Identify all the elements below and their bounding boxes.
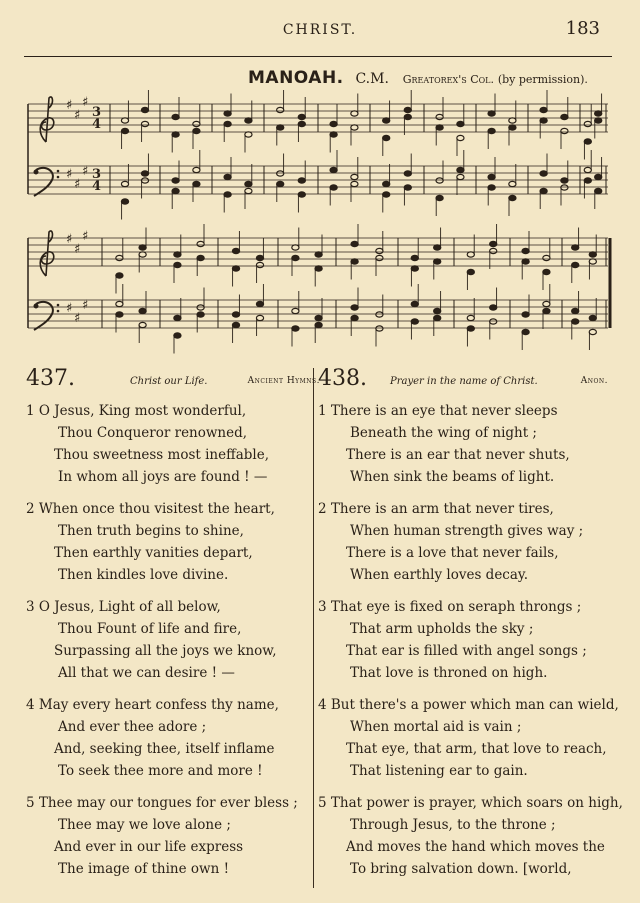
note-head bbox=[277, 181, 284, 186]
note-head bbox=[572, 245, 579, 250]
note-head bbox=[584, 139, 591, 144]
note-head bbox=[330, 167, 337, 172]
stanza-line: There is a love that never fails, bbox=[346, 545, 559, 561]
note-head bbox=[540, 171, 547, 176]
sharp-icon: ♯ bbox=[74, 108, 81, 123]
stanza-line: 4 May every heart confess thy name, bbox=[26, 697, 279, 713]
sharp-icon: ♯ bbox=[82, 298, 89, 313]
note-head bbox=[436, 178, 443, 183]
hymn-head bbox=[318, 366, 608, 394]
stanza-line: 3 That eye is fixed on seraph throngs ; bbox=[318, 599, 582, 615]
note-head bbox=[197, 241, 204, 246]
note-head bbox=[467, 252, 474, 257]
note-head bbox=[172, 114, 179, 119]
stanza bbox=[26, 498, 326, 586]
note-head bbox=[292, 326, 299, 331]
note-head bbox=[351, 241, 358, 246]
note-head bbox=[488, 174, 495, 179]
stanza-line: To seek thee more and more ! bbox=[58, 763, 263, 779]
note-head bbox=[232, 312, 239, 317]
note-head bbox=[121, 128, 128, 133]
note-head bbox=[245, 188, 252, 193]
stanza bbox=[26, 694, 326, 782]
note-head bbox=[351, 305, 358, 310]
stanza bbox=[26, 792, 326, 880]
note-head bbox=[457, 121, 464, 126]
stanza-line: 2 When once thou visitest the heart, bbox=[26, 501, 275, 517]
note-head bbox=[522, 329, 529, 334]
tune-source: Greatorex's Col. bbox=[402, 73, 494, 86]
stanza-line: And ever in our life express bbox=[54, 839, 244, 855]
note-head bbox=[457, 174, 464, 179]
note-head bbox=[121, 181, 128, 186]
note-head bbox=[434, 308, 441, 313]
note-head bbox=[351, 259, 358, 264]
note-head bbox=[490, 248, 497, 253]
hymn-number: 438. bbox=[318, 366, 367, 391]
note-head bbox=[197, 255, 204, 260]
note-head bbox=[197, 305, 204, 310]
note-head bbox=[436, 125, 443, 130]
stanza-line: In whom all joys are found ! — bbox=[58, 469, 268, 485]
note-head bbox=[139, 252, 146, 257]
note-head bbox=[256, 301, 263, 306]
note-head bbox=[315, 252, 322, 257]
note-head bbox=[488, 111, 495, 116]
stanza-line: That arm upholds the sky ; bbox=[350, 621, 534, 637]
note-head bbox=[561, 128, 568, 133]
sharp-icon: ♯ bbox=[82, 229, 89, 244]
note-head bbox=[543, 308, 550, 313]
note-head bbox=[589, 259, 596, 264]
stanza-line: And, seeking thee, itself inflame bbox=[54, 741, 275, 757]
stanza-line: 5 Thee may our tongues for ever bless ; bbox=[26, 795, 298, 811]
note-head bbox=[139, 322, 146, 327]
note-head bbox=[540, 188, 547, 193]
note-head bbox=[434, 259, 441, 264]
time-signature: 3 bbox=[92, 167, 102, 182]
note-head bbox=[141, 178, 148, 183]
stanza-line: Surpassing all the joys we know, bbox=[54, 643, 277, 659]
sharp-icon: ♯ bbox=[74, 242, 81, 257]
note-head bbox=[490, 241, 497, 246]
hymn-stanzas bbox=[26, 400, 326, 880]
note-head bbox=[540, 107, 547, 112]
note-head bbox=[509, 118, 516, 123]
note-head bbox=[404, 185, 411, 190]
tune-permission: (by permission). bbox=[497, 73, 588, 86]
hymn-title: Christ our Life. bbox=[130, 376, 208, 387]
note-head bbox=[256, 262, 263, 267]
note-head bbox=[116, 273, 123, 278]
stanza-line: The image of thine own ! bbox=[58, 861, 229, 877]
stanza bbox=[26, 596, 326, 684]
note-head bbox=[383, 192, 390, 197]
stanza-line: 4 But there's a power which man can wield, bbox=[318, 697, 619, 713]
stanza-line: There is an ear that never shuts, bbox=[346, 447, 570, 463]
note-head bbox=[572, 319, 579, 324]
stanza-line: That listening ear to gain. bbox=[350, 763, 528, 779]
note-head bbox=[256, 315, 263, 320]
stanza bbox=[26, 400, 326, 488]
note-head bbox=[121, 199, 128, 204]
note-head bbox=[543, 269, 550, 274]
note-head bbox=[457, 167, 464, 172]
note-head bbox=[172, 132, 179, 137]
note-head bbox=[193, 167, 200, 172]
note-head bbox=[404, 171, 411, 176]
note-head bbox=[488, 128, 495, 133]
hymn-stanzas bbox=[318, 400, 623, 880]
note-head bbox=[589, 252, 596, 257]
tune-heading bbox=[248, 68, 588, 88]
note-head bbox=[277, 107, 284, 112]
note-head bbox=[224, 111, 231, 116]
note-head bbox=[584, 121, 591, 126]
note-head bbox=[572, 262, 579, 267]
note-head bbox=[315, 322, 322, 327]
note-head bbox=[595, 111, 602, 116]
stanza-line: 1 There is an eye that never sleeps bbox=[318, 403, 558, 419]
time-signature: 4 bbox=[92, 117, 102, 132]
note-head bbox=[376, 255, 383, 260]
note-head bbox=[561, 178, 568, 183]
note-head bbox=[383, 118, 390, 123]
note-head bbox=[411, 301, 418, 306]
note-head bbox=[436, 195, 443, 200]
note-head bbox=[232, 322, 239, 327]
note-head bbox=[457, 135, 464, 140]
note-head bbox=[376, 326, 383, 331]
hymn-author: Ancient Hymns. bbox=[247, 376, 320, 386]
note-head bbox=[434, 315, 441, 320]
note-head bbox=[351, 174, 358, 179]
note-head bbox=[509, 125, 516, 130]
page-header-title: CHRIST. bbox=[282, 22, 358, 38]
note-head bbox=[584, 167, 591, 172]
note-head bbox=[589, 329, 596, 334]
stanza-line: Thee may we love alone ; bbox=[58, 817, 231, 833]
page-number: 183 bbox=[565, 18, 600, 39]
stanza-line: 2 There is an arm that never tires, bbox=[318, 501, 554, 517]
note-head bbox=[315, 315, 322, 320]
note-head bbox=[490, 319, 497, 324]
stanza-line: Then earthly vanities depart, bbox=[54, 545, 253, 561]
note-head bbox=[116, 312, 123, 317]
bass-clef-dot bbox=[34, 170, 39, 175]
stanza-line: When sink the beams of light. bbox=[350, 469, 555, 485]
note-head bbox=[351, 111, 358, 116]
note-head bbox=[404, 114, 411, 119]
stanza-line: And ever thee adore ; bbox=[58, 719, 207, 735]
time-signature: 3 bbox=[92, 105, 102, 120]
note-head bbox=[315, 266, 322, 271]
hymn-head bbox=[26, 366, 326, 394]
stanza-line: When earthly loves decay. bbox=[350, 567, 529, 583]
stanza bbox=[318, 596, 608, 684]
sharp-icon: ♯ bbox=[74, 311, 81, 326]
note-head bbox=[298, 121, 305, 126]
note-head bbox=[292, 255, 299, 260]
note-head bbox=[139, 245, 146, 250]
note-head bbox=[411, 319, 418, 324]
stanza-line: Beneath the wing of night ; bbox=[350, 425, 537, 441]
stanza-line: To bring salvation down. [world, bbox=[350, 861, 572, 877]
note-head bbox=[330, 132, 337, 137]
note-head bbox=[543, 301, 550, 306]
note-head bbox=[589, 315, 596, 320]
stanza-line: When human strength gives way ; bbox=[350, 523, 584, 539]
note-head bbox=[121, 118, 128, 123]
stanza-line: And moves the hand which moves the bbox=[346, 839, 605, 855]
note-head bbox=[193, 121, 200, 126]
note-head bbox=[376, 248, 383, 253]
note-head bbox=[292, 308, 299, 313]
note-head bbox=[277, 171, 284, 176]
sharp-icon: ♯ bbox=[66, 301, 73, 316]
note-head bbox=[232, 248, 239, 253]
note-head bbox=[224, 192, 231, 197]
time-signature: 4 bbox=[92, 179, 102, 194]
bass-clef-dot bbox=[57, 304, 60, 307]
bass-clef-dot bbox=[57, 176, 60, 179]
note-head bbox=[172, 178, 179, 183]
note-head bbox=[292, 245, 299, 250]
sharp-icon: ♯ bbox=[66, 98, 73, 113]
note-head bbox=[595, 174, 602, 179]
note-head bbox=[224, 174, 231, 179]
note-head bbox=[116, 255, 123, 260]
bass-clef-dot bbox=[34, 304, 39, 309]
note-head bbox=[572, 308, 579, 313]
note-head bbox=[383, 181, 390, 186]
note-head bbox=[245, 132, 252, 137]
note-head bbox=[490, 305, 497, 310]
stanza bbox=[318, 694, 619, 782]
note-head bbox=[174, 252, 181, 257]
hymn-437 bbox=[26, 366, 326, 880]
hymn-title: Prayer in the name of Christ. bbox=[390, 376, 538, 387]
note-head bbox=[197, 312, 204, 317]
note-head bbox=[232, 266, 239, 271]
note-head bbox=[509, 195, 516, 200]
sharp-icon: ♯ bbox=[66, 167, 73, 182]
stanza-line: 5 That power is prayer, which soars on high, bbox=[318, 795, 623, 811]
note-head bbox=[351, 315, 358, 320]
note-head bbox=[467, 315, 474, 320]
sharp-icon: ♯ bbox=[66, 232, 73, 247]
note-head bbox=[298, 178, 305, 183]
note-head bbox=[595, 188, 602, 193]
note-head bbox=[488, 185, 495, 190]
tune-name: MANOAH. bbox=[248, 68, 344, 88]
note-head bbox=[434, 245, 441, 250]
note-head bbox=[141, 121, 148, 126]
music-system-2 bbox=[22, 224, 614, 354]
note-head bbox=[404, 107, 411, 112]
note-head bbox=[298, 114, 305, 119]
note-head bbox=[595, 118, 602, 123]
note-head bbox=[543, 255, 550, 260]
note-head bbox=[174, 315, 181, 320]
note-head bbox=[193, 128, 200, 133]
note-head bbox=[245, 181, 252, 186]
music-system-1 bbox=[22, 90, 614, 220]
stanza-line: Then kindles love divine. bbox=[58, 567, 229, 583]
note-head bbox=[330, 121, 337, 126]
note-head bbox=[351, 125, 358, 130]
note-head bbox=[351, 181, 358, 186]
stanza bbox=[318, 792, 623, 880]
hymn-number: 437. bbox=[26, 366, 75, 391]
note-head bbox=[376, 312, 383, 317]
note-head bbox=[467, 326, 474, 331]
header-rule bbox=[24, 56, 612, 57]
stanza-line: Then truth begins to shine, bbox=[58, 523, 244, 539]
note-head bbox=[330, 185, 337, 190]
note-head bbox=[116, 301, 123, 306]
bass-clef-dot bbox=[57, 310, 60, 313]
stanza-line: That love is throned on high. bbox=[350, 665, 548, 681]
stanza-line: That eye, that arm, that love to reach, bbox=[346, 741, 607, 757]
note-head bbox=[298, 192, 305, 197]
stanza-line: 3 O Jesus, Light of all below, bbox=[26, 599, 221, 615]
note-head bbox=[509, 181, 516, 186]
note-head bbox=[436, 114, 443, 119]
stanza-line: That ear is filled with angel songs ; bbox=[346, 643, 587, 659]
note-head bbox=[411, 255, 418, 260]
note-head bbox=[277, 125, 284, 130]
hymn-438 bbox=[318, 366, 623, 880]
sharp-icon: ♯ bbox=[82, 164, 89, 179]
note-head bbox=[139, 308, 146, 313]
stanza-line: 1 O Jesus, King most wonderful, bbox=[26, 403, 247, 419]
note-head bbox=[172, 188, 179, 193]
note-head bbox=[383, 135, 390, 140]
note-head bbox=[245, 118, 252, 123]
stanza bbox=[318, 498, 608, 586]
note-head bbox=[411, 266, 418, 271]
note-head bbox=[174, 262, 181, 267]
note-head bbox=[256, 255, 263, 260]
note-head bbox=[193, 181, 200, 186]
note-head bbox=[584, 178, 591, 183]
note-head bbox=[141, 171, 148, 176]
hymn-author: Anon. bbox=[580, 376, 608, 386]
stanza-line: When mortal aid is vain ; bbox=[350, 719, 522, 735]
note-head bbox=[174, 333, 181, 338]
note-head bbox=[467, 269, 474, 274]
note-head bbox=[141, 107, 148, 112]
note-head bbox=[561, 185, 568, 190]
note-head bbox=[522, 248, 529, 253]
note-head bbox=[224, 121, 231, 126]
sharp-icon: ♯ bbox=[74, 177, 81, 192]
sharp-icon: ♯ bbox=[82, 95, 89, 110]
tune-meter: C.M. bbox=[355, 71, 389, 87]
note-head bbox=[540, 118, 547, 123]
stanza bbox=[318, 400, 608, 488]
bass-clef-dot bbox=[57, 170, 60, 173]
stanza-line: All that we can desire ! — bbox=[58, 665, 235, 681]
note-head bbox=[522, 259, 529, 264]
note-head bbox=[561, 114, 568, 119]
stanza-line: Through Jesus, to the throne ; bbox=[350, 817, 556, 833]
stanza-line: Thou sweetness most ineffable, bbox=[54, 447, 269, 463]
note-head bbox=[522, 312, 529, 317]
stanza-line: Thou Fount of life and fire, bbox=[58, 621, 242, 637]
stanza-line: Thou Conqueror renowned, bbox=[58, 425, 248, 441]
